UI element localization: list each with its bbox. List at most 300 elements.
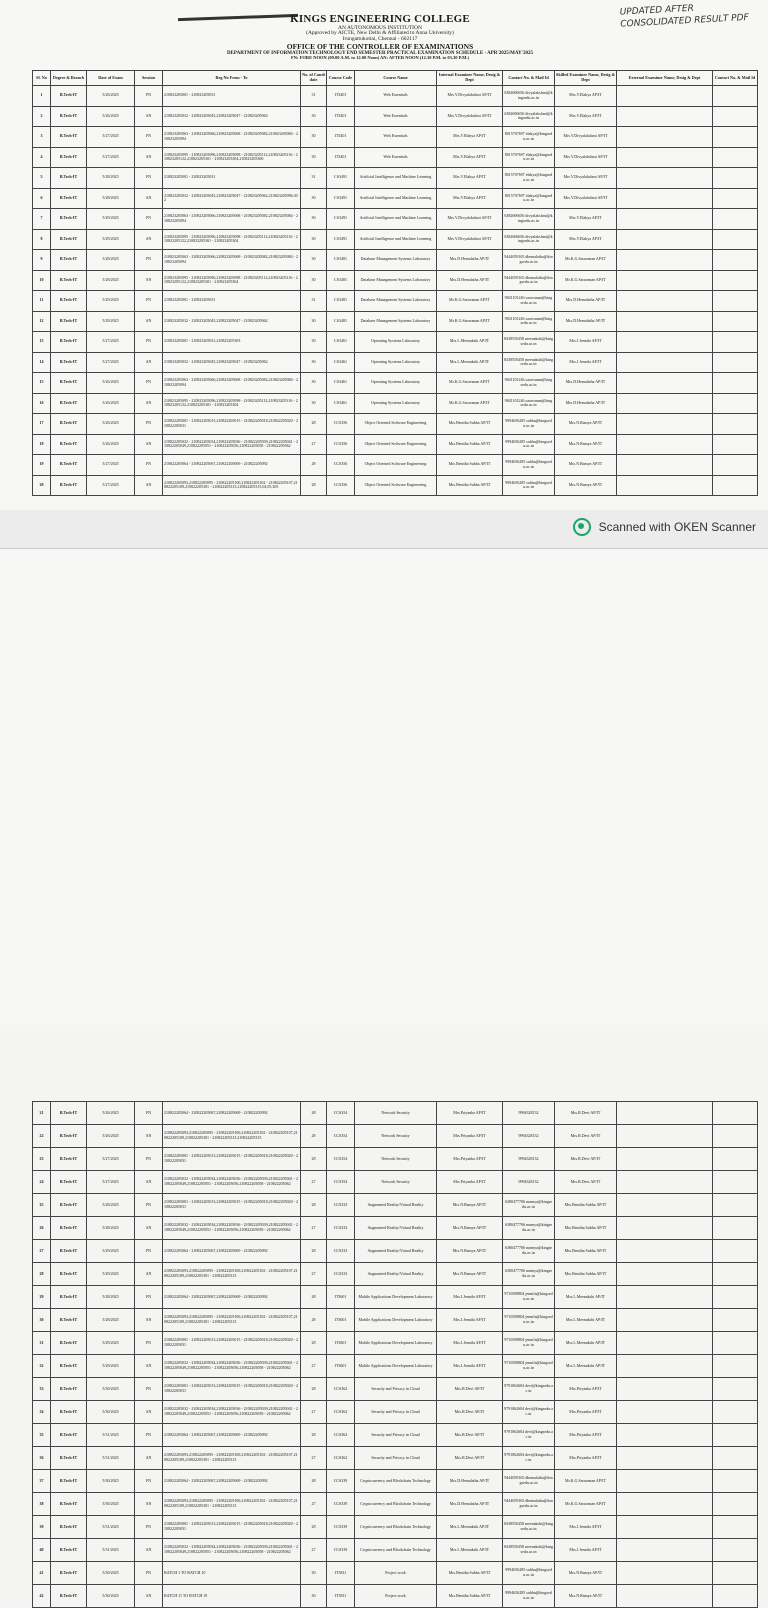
cell-course-name: Network Security — [355, 1125, 437, 1148]
cell-skilled-examiner: Mr.K.G.Saravanan AP/IT — [555, 270, 617, 291]
cell-session: FN — [135, 209, 163, 230]
cell-exam-date: 5/31/2025 — [87, 1516, 135, 1539]
cell-course-code: CCS356 — [327, 455, 355, 476]
cell-external-examiner — [617, 1171, 713, 1194]
college-approval: (Approved by AICTE, New Delhi & Affiliated to Anna University) — [306, 30, 454, 37]
cell-internal-examiner: Mrs.D.Hemalatha AP/IT — [437, 270, 503, 291]
cell-degree-branch: B.Tech-IT — [51, 414, 87, 435]
table-row — [33, 127, 758, 148]
cell-external-examiner — [617, 291, 713, 312]
cell-external-examiner — [617, 1194, 713, 1217]
cell-course-name: Cryptocurrency and Blockchain Technology — [355, 1470, 437, 1493]
cell-internal-contact: 9444059165 dhemalatha@kingsedu.ac.in — [503, 1493, 555, 1516]
cell-reg-no-range: 210822205064 - 210822205067,210822205069 - 210822205092 — [163, 1470, 301, 1493]
cell-degree-branch: B.Tech-IT — [51, 1470, 87, 1493]
cell-internal-contact: 9841101246 saravanan@kingsedu.ac.in — [503, 311, 555, 332]
cell-course-code: CCS333 — [327, 1240, 355, 1263]
cell-reg-no-range: 210823205063 - 210823205066,210823205068 - 210823205082,210823205084 - 210823205094 — [163, 250, 301, 271]
cell-exam-date: 5/28/2025 — [87, 250, 135, 271]
cell-internal-contact: 9444059165 dhemalatha@kingsedu.ac.in — [503, 250, 555, 271]
cell-candidate-count: 27 — [301, 1539, 327, 1562]
cell-skilled-examiner: Mr.K.G.Saravanan AP/IT — [555, 250, 617, 271]
cell-degree-branch: B.Tech-IT — [51, 270, 87, 291]
cell-course-name: Cryptocurrency and Blockchain Technology — [355, 1539, 437, 1562]
cell-exam-date: 5/29/2025 — [87, 291, 135, 312]
cell-internal-contact: 9994656285 subha@kingsedu.ac.in — [503, 1585, 555, 1608]
cell-exam-date: 5/27/2025 — [87, 1148, 135, 1171]
cell-sl-no: 36 — [33, 1447, 51, 1470]
table-row — [33, 1585, 758, 1608]
cell-exam-date: 5/29/2025 — [87, 1332, 135, 1355]
cell-skilled-examiner: Mrs.N.Ramya AP/IT — [555, 1585, 617, 1608]
cell-candidate-count: 27 — [301, 1263, 327, 1286]
cell-skilled-examiner: Mrs.D.Hemalatha AP/IT — [555, 291, 617, 312]
cell-course-code: CS3461 — [327, 393, 355, 414]
cell-internal-examiner: Mrs.N.Ramya AP/IT — [437, 1240, 503, 1263]
cell-external-contact — [713, 1125, 758, 1148]
table-row — [33, 1516, 758, 1539]
cell-degree-branch: B.Tech-IT — [51, 106, 87, 127]
scanner-bar — [0, 510, 768, 548]
cell-external-examiner — [617, 1424, 713, 1447]
cell-course-name: Web Essentials — [355, 86, 437, 107]
cell-candidate-count: 30 — [301, 147, 327, 168]
cell-external-contact — [713, 311, 758, 332]
cell-exam-date: 5/27/2025 — [87, 147, 135, 168]
cell-external-contact — [713, 1171, 758, 1194]
cell-session: FN — [135, 168, 163, 189]
cell-internal-contact: 9994328132 — [503, 1171, 555, 1194]
cell-external-examiner — [617, 1539, 713, 1562]
cell-candidate-count: 30 — [301, 106, 327, 127]
cell-sl-no: 28 — [33, 1263, 51, 1286]
cell-internal-examiner: Mrs.D.Hemalatha AP/IT — [437, 1493, 503, 1516]
cell-skilled-examiner: Mrs.N.Ramya AP/IT — [555, 455, 617, 476]
cell-course-name: Augmented Reality/Virtual Reality — [355, 1263, 437, 1286]
cell-sl-no: 25 — [33, 1194, 51, 1217]
cell-exam-date: 5/29/2025 — [87, 209, 135, 230]
cell-session: AN — [135, 475, 163, 496]
cell-reg-no-range: 210823205063 - 210823205066,210823205068 - 210823205082,210823205084 - 210823205094 — [163, 373, 301, 394]
cell-internal-contact: 9791062604 devi@kingsedu.ac.in — [503, 1378, 555, 1401]
cell-course-code: CCS339 — [327, 1539, 355, 1562]
cell-session: FN — [135, 1194, 163, 1217]
cell-external-contact — [713, 1102, 758, 1125]
cell-reg-no-range: 210823205001 - 210823205031,210823205303 — [163, 332, 301, 353]
cell-sl-no: 5 — [33, 168, 51, 189]
cell-candidate-count: 28 — [301, 1332, 327, 1355]
cell-external-examiner — [617, 1562, 713, 1585]
cell-external-examiner — [617, 147, 713, 168]
cell-exam-date: 5/27/2025 — [87, 455, 135, 476]
cell-course-name: Object Oriented Software Engineering — [355, 414, 437, 435]
cell-candidate-count: 28 — [301, 1286, 327, 1309]
cell-reg-no-range: 210822205032 - 210822205034,210822205036 - 210822205039,210822205041 - 210822205049,210822205051 - 210822205056,210822205058 - 210822205062 — [163, 1401, 301, 1424]
cell-external-contact — [713, 147, 758, 168]
cell-exam-date: 5/29/2025 — [87, 1240, 135, 1263]
cell-internal-contact: 9444059165 dhemalatha@kingsedu.ac.in — [503, 1470, 555, 1493]
cell-course-code: CCS356 — [327, 475, 355, 496]
cell-course-name: Project work — [355, 1585, 437, 1608]
cell-reg-no-range: 210822205093,210822205095 - 210822205100,210822205102 - 210822205107,210822205109,210822205301 - 210822205313,210822205315,04,05,305 — [163, 475, 301, 496]
cell-internal-examiner: Mrs.V.Elakya AP/IT — [437, 168, 503, 189]
cell-internal-contact: 8015707697 elakya@kingsedu.ac.in — [503, 147, 555, 168]
cell-degree-branch: B.Tech-IT — [51, 1309, 87, 1332]
cell-course-name: Database Management Systems Laboratory — [355, 311, 437, 332]
table-row — [33, 188, 758, 209]
cell-candidate-count: 28 — [301, 1125, 327, 1148]
cell-candidate-count: 30 — [301, 209, 327, 230]
cell-session: FN — [135, 1240, 163, 1263]
cell-internal-contact: 9791062604 devi@kingsedu.ac.in — [503, 1401, 555, 1424]
cell-course-code: CS3461 — [327, 373, 355, 394]
table-row — [33, 414, 758, 435]
cell-session: FN — [135, 1562, 163, 1585]
cell-exam-date: 5/30/2025 — [87, 1470, 135, 1493]
cell-internal-examiner: Mrs.N.Ramya AP/IT — [437, 1217, 503, 1240]
cell-course-code: CCS333 — [327, 1263, 355, 1286]
cell-reg-no-range: 210822205064 - 210822205067,210822205069 - 210822205092 — [163, 1102, 301, 1125]
cell-candidate-count: 27 — [301, 1171, 327, 1194]
cell-sl-no: 40 — [33, 1539, 51, 1562]
cell-internal-examiner: Mrs.Priyanka AP/IT — [437, 1125, 503, 1148]
cell-reg-no-range: 210822205093,210822205095 - 210822205100,210822205102 - 210822205107,210822205109,210822205301 - 210822205313,210822205315 — [163, 1125, 301, 1148]
cell-course-code: CS3461 — [327, 352, 355, 373]
column-header-degree-branch: Degree & Branch — [51, 71, 87, 86]
cell-internal-examiner: Mrs.L.Meenakshi AP/IT — [437, 332, 503, 353]
cell-course-code: IT3401 — [327, 106, 355, 127]
cell-session: FN — [135, 1148, 163, 1171]
cell-degree-branch: B.Tech-IT — [51, 1194, 87, 1217]
cell-skilled-examiner: Mrs.R.Devi AP/IT — [555, 1102, 617, 1125]
cell-exam-date: 5/28/2025 — [87, 270, 135, 291]
handwritten-note: UPDATED AFTER CONSOLIDATED RESULT PDF — [619, 3, 749, 30]
cell-course-name: Mobile Applications Development Laboratory — [355, 1309, 437, 1332]
cell-course-code: IT3601 — [327, 1355, 355, 1378]
cell-reg-no-range: 210822205093,210822205095 - 210822205100,210822205102 - 210822205107,210822205109,210822205301 - 210822205313 — [163, 1309, 301, 1332]
cell-external-contact — [713, 229, 758, 250]
cell-internal-contact: 9710508804 jennifa@kingsedu.ac.in — [503, 1286, 555, 1309]
cell-sl-no: 2 — [33, 106, 51, 127]
cell-course-code: CCS354 — [327, 1102, 355, 1125]
cell-external-contact — [713, 352, 758, 373]
cell-course-name: Mobile Applications Development Laboratory — [355, 1332, 437, 1355]
cell-external-examiner — [617, 270, 713, 291]
cell-course-code: IT3401 — [327, 86, 355, 107]
cell-skilled-examiner: Mrs.Benitha Subha AP/IT — [555, 1240, 617, 1263]
cell-session: FN — [135, 1332, 163, 1355]
cell-exam-date: 5/28/2025 — [87, 168, 135, 189]
cell-external-examiner — [617, 373, 713, 394]
cell-skilled-examiner: Mrs.R.Devi AP/IT — [555, 1125, 617, 1148]
cell-internal-examiner: Mrs.V.Elakya AP/IT — [437, 188, 503, 209]
table-row — [33, 1240, 758, 1263]
cell-reg-no-range: 210823205095 - 210823205096,210823205098 - 210823205114,210823205116 - 210823205122,210823205301 - 210823205304,210823205306 — [163, 147, 301, 168]
cell-course-name: Augmented Reality/Virtual Reality — [355, 1240, 437, 1263]
cell-degree-branch: B.Tech-IT — [51, 434, 87, 455]
column-header-internal-contact: Contact No. & Mail Id — [503, 71, 555, 86]
column-header-skilled-examiner: Skilled Examiner Name, Desig & Dept — [555, 71, 617, 86]
cell-degree-branch: B.Tech-IT — [51, 1401, 87, 1424]
cell-reg-no-range: 210822205093,210822205095 - 210822205100,210822205102 - 210822205107,210822205109,210822205301 - 210822205313 — [163, 1447, 301, 1470]
cell-course-code: CCS362 — [327, 1447, 355, 1470]
cell-skilled-examiner: Mrs.V.Elakya AP/IT — [555, 209, 617, 230]
cell-internal-contact: 8438550458 meenakshi@kingsedu.ac.in — [503, 352, 555, 373]
cell-exam-date: 5/31/2025 — [87, 1424, 135, 1447]
cell-sl-no: 20 — [33, 475, 51, 496]
cell-degree-branch: B.Tech-IT — [51, 86, 87, 107]
cell-reg-no-range: 210823205032 - 210823205045,210823205047 - 210823205062 — [163, 311, 301, 332]
cell-course-name: Database Management Systems Laboratory — [355, 270, 437, 291]
table-row — [33, 1493, 758, 1516]
cell-internal-examiner: Mrs.D.Hemalatha AP/IT — [437, 250, 503, 271]
cell-candidate-count: 28 — [301, 414, 327, 435]
cell-sl-no: 16 — [33, 393, 51, 414]
cell-skilled-examiner: Mrs.J.Jennifa AP/IT — [555, 332, 617, 353]
cell-degree-branch: B.Tech-IT — [51, 1585, 87, 1608]
cell-skilled-examiner: Mrs.V.Divyalakshmi AP/IT — [555, 147, 617, 168]
cell-internal-contact: 8438550458 meenakshi@kingsedu.ac.in — [503, 1539, 555, 1562]
cell-internal-contact: 6382606656 divyalakshmi@kingsedu.ac.in — [503, 209, 555, 230]
cell-skilled-examiner: Mrs.D.Hemalatha AP/IT — [555, 393, 617, 414]
cell-degree-branch: B.Tech-IT — [51, 1217, 87, 1240]
table-row — [33, 229, 758, 250]
cell-internal-examiner: Mrs.Priyanka AP/IT — [437, 1171, 503, 1194]
cell-sl-no: 11 — [33, 291, 51, 312]
column-header-candidate-count: No. of Candidate — [301, 71, 327, 86]
cell-internal-contact: 8438550458 meenakshi@kingsedu.ac.in — [503, 332, 555, 353]
cell-degree-branch: B.Tech-IT — [51, 1263, 87, 1286]
cell-skilled-examiner: Mrs.V.Elakya AP/IT — [555, 229, 617, 250]
cell-reg-no-range: 210822205064 - 210822205067,210822205069 - 210822205092 — [163, 1240, 301, 1263]
cell-skilled-examiner: Mrs.R.Devi AP/IT — [555, 1148, 617, 1171]
cell-degree-branch: B.Tech-IT — [51, 1562, 87, 1585]
cell-degree-branch: B.Tech-IT — [51, 1378, 87, 1401]
cell-exam-date: 5/27/2025 — [87, 127, 135, 148]
cell-exam-date: 5/30/2025 — [87, 1378, 135, 1401]
cell-internal-examiner: Mrs.V.Divyalakshmi AP/IT — [437, 229, 503, 250]
cell-sl-no: 9 — [33, 250, 51, 271]
cell-session: FN — [135, 414, 163, 435]
cell-external-examiner — [617, 1470, 713, 1493]
cell-exam-date: 5/26/2025 — [87, 414, 135, 435]
table-row — [33, 1447, 758, 1470]
table-row — [33, 1378, 758, 1401]
table-row — [33, 86, 758, 107]
cell-skilled-examiner: Mr.K.G.Saravanan AP/IT — [555, 1493, 617, 1516]
cell-course-code: IT3401 — [327, 127, 355, 148]
cell-external-examiner — [617, 1516, 713, 1539]
cell-course-code: IT3401 — [327, 147, 355, 168]
cell-internal-contact: 9994656285 subha@kingsedu.ac.in — [503, 1562, 555, 1585]
cell-session: AN — [135, 352, 163, 373]
cell-session: AN — [135, 1401, 163, 1424]
column-header-internal-examiner: Internal Examiner Name, Desig & Dept — [437, 71, 503, 86]
table-row — [33, 270, 758, 291]
table-row — [33, 250, 758, 271]
cell-sl-no: 32 — [33, 1355, 51, 1378]
cell-external-examiner — [617, 1217, 713, 1240]
cell-course-name: Web Essentials — [355, 127, 437, 148]
cell-external-contact — [713, 1424, 758, 1447]
cell-session: FN — [135, 1378, 163, 1401]
cell-course-name: Operating Systems Laboratory — [355, 332, 437, 353]
cell-candidate-count: 28 — [301, 455, 327, 476]
cell-external-contact — [713, 1539, 758, 1562]
cell-sl-no: 24 — [33, 1171, 51, 1194]
cell-external-contact — [713, 168, 758, 189]
cell-degree-branch: B.Tech-IT — [51, 1355, 87, 1378]
cell-exam-date: 5/26/2025 — [87, 434, 135, 455]
cell-candidate-count: 27 — [301, 1217, 327, 1240]
cell-exam-date: 5/29/2025 — [87, 311, 135, 332]
cell-external-examiner — [617, 250, 713, 271]
cell-exam-date: 5/26/2025 — [87, 393, 135, 414]
cell-skilled-examiner: Mrs.D.Hemalatha AP/IT — [555, 311, 617, 332]
cell-external-contact — [713, 106, 758, 127]
cell-course-name: Artificial Intelligence and Machine Learning — [355, 229, 437, 250]
table-row — [33, 475, 758, 496]
cell-external-contact — [713, 393, 758, 414]
cell-course-code: CS3481 — [327, 250, 355, 271]
cell-skilled-examiner: Mrs.L.Meenakshi AP/IT — [555, 1286, 617, 1309]
cell-internal-examiner: Mrs.L.Meenakshi AP/IT — [437, 1516, 503, 1539]
cell-exam-date: 5/27/2025 — [87, 1171, 135, 1194]
cell-skilled-examiner: Mrs.Priyanka AP/IT — [555, 1378, 617, 1401]
cell-degree-branch: B.Tech-IT — [51, 1148, 87, 1171]
cell-reg-no-range: 210822205093,210822205095 - 210822205100,210822205102 - 210822205107,210822205109,210822205301 - 210822205313 — [163, 1263, 301, 1286]
cell-skilled-examiner: Mrs.J.Jennifa AP/IT — [555, 1539, 617, 1562]
cell-degree-branch: B.Tech-IT — [51, 1516, 87, 1539]
cell-external-examiner — [617, 475, 713, 496]
cell-sl-no: 33 — [33, 1378, 51, 1401]
cell-external-contact — [713, 188, 758, 209]
cell-reg-no-range: 210823205063 - 210823205066,210823205068 - 210823205082,210823205084 - 210823205094 — [163, 209, 301, 230]
cell-external-contact — [713, 291, 758, 312]
cell-external-contact — [713, 332, 758, 353]
cell-degree-branch: B.Tech-IT — [51, 147, 87, 168]
cell-external-contact — [713, 1562, 758, 1585]
column-header-course-name: Course Name — [355, 71, 437, 86]
cell-reg-no-range: 210822205001 - 210822205013,210822205015 - 210822205018,210822205020 - 210822205031 — [163, 1332, 301, 1355]
cell-internal-contact: 9710508804 jennifa@kingsedu.ac.in — [503, 1309, 555, 1332]
cell-candidate-count: 30 — [301, 250, 327, 271]
cell-internal-contact: 9994656285 subha@kingsedu.ac.in — [503, 414, 555, 435]
cell-internal-contact: 9994656285 subha@kingsedu.ac.in — [503, 455, 555, 476]
office-title: OFFICE OF THE CONTROLLER OF EXAMINATIONS — [286, 41, 474, 51]
cell-exam-date: 5/28/2025 — [87, 188, 135, 209]
cell-sl-no: 3 — [33, 127, 51, 148]
cell-sl-no: 13 — [33, 332, 51, 353]
cell-exam-date: 5/30/2025 — [87, 1562, 135, 1585]
cell-degree-branch: B.Tech-IT — [51, 1102, 87, 1125]
cell-degree-branch: B.Tech-IT — [51, 455, 87, 476]
column-header-sl-no: Sl. No — [33, 71, 51, 86]
cell-internal-contact: 6380477706 nramya@kingsedu.ac.in — [503, 1194, 555, 1217]
cell-external-examiner — [617, 1378, 713, 1401]
cell-external-contact — [713, 1194, 758, 1217]
cell-skilled-examiner: Mrs.Benitha Subha AP/IT — [555, 1263, 617, 1286]
cell-candidate-count: 28 — [301, 1516, 327, 1539]
cell-sl-no: 41 — [33, 1562, 51, 1585]
cell-internal-examiner: Mrs.Benitha Subha AP/IT — [437, 455, 503, 476]
cell-external-contact — [713, 455, 758, 476]
cell-session: FN — [135, 250, 163, 271]
cell-candidate-count: 31 — [301, 168, 327, 189]
cell-sl-no: 42 — [33, 1585, 51, 1608]
cell-external-examiner — [617, 86, 713, 107]
cell-external-examiner — [617, 229, 713, 250]
cell-course-name: Augmented Reality/Virtual Reality — [355, 1194, 437, 1217]
table-row — [33, 168, 758, 189]
cell-degree-branch: B.Tech-IT — [51, 373, 87, 394]
cell-course-name: Network Security — [355, 1148, 437, 1171]
cell-internal-contact: 9841101246 saravanan@kingsedu.ac.in — [503, 373, 555, 394]
cell-internal-examiner: Mrs.Benitha Subha AP/IT — [437, 434, 503, 455]
cell-reg-no-range: 210822205093,210822205095 - 210822205100,210822205102 - 210822205107,210822205109,210822205301 - 210822205313 — [163, 1493, 301, 1516]
cell-external-contact — [713, 270, 758, 291]
cell-degree-branch: B.Tech-IT — [51, 1493, 87, 1516]
cell-session: FN — [135, 1470, 163, 1493]
cell-course-code: CCS354 — [327, 1171, 355, 1194]
cell-internal-examiner: Mrs.D.Hemalatha AP/IT — [437, 1470, 503, 1493]
cell-internal-examiner: Mr.K.G.Saravanan AP/IT — [437, 393, 503, 414]
cell-course-name: Security and Privacy in Cloud — [355, 1424, 437, 1447]
cell-internal-examiner: Mrs.R.Devi AP/IT — [437, 1401, 503, 1424]
cell-skilled-examiner: Mrs.L.Meenakshi AP/IT — [555, 1309, 617, 1332]
cell-internal-contact: 9994328132 — [503, 1125, 555, 1148]
cell-course-name: Network Security — [355, 1102, 437, 1125]
cell-sl-no: 17 — [33, 414, 51, 435]
cell-external-contact — [713, 1493, 758, 1516]
cell-course-name: Object Oriented Software Engineering — [355, 475, 437, 496]
cell-course-name: Cryptocurrency and Blockchain Technology — [355, 1493, 437, 1516]
cell-session: AN — [135, 311, 163, 332]
cell-reg-no-range: 210823205001 - 210823205031 — [163, 168, 301, 189]
cell-course-name: Database Management Systems Laboratory — [355, 291, 437, 312]
table-row — [33, 1125, 758, 1148]
cell-course-name: Web Essentials — [355, 147, 437, 168]
cell-sl-no: 22 — [33, 1125, 51, 1148]
table-row — [33, 147, 758, 168]
cell-skilled-examiner: Mrs.V.Divyalakshmi AP/IT — [555, 168, 617, 189]
cell-external-contact — [713, 414, 758, 435]
cell-course-code: CS3461 — [327, 332, 355, 353]
cell-external-examiner — [617, 209, 713, 230]
cell-skilled-examiner: Mrs.J.Jennifa AP/IT — [555, 1516, 617, 1539]
cell-course-code: CS3481 — [327, 291, 355, 312]
cell-session: AN — [135, 393, 163, 414]
cell-external-contact — [713, 1240, 758, 1263]
cell-exam-date: 5/28/2025 — [87, 1286, 135, 1309]
cell-exam-date: 5/30/2025 — [87, 1585, 135, 1608]
cell-candidate-count: 30 — [301, 1585, 327, 1608]
table-row — [33, 1263, 758, 1286]
cell-exam-date: 5/27/2025 — [87, 352, 135, 373]
cell-skilled-examiner: Mrs.N.Ramya AP/IT — [555, 414, 617, 435]
cell-reg-no-range: 210823205032 - 210823205045,210823205047 - 210823205062 — [163, 106, 301, 127]
cell-external-examiner — [617, 188, 713, 209]
cell-exam-date: 5/29/2025 — [87, 229, 135, 250]
cell-exam-date: 5/26/2025 — [87, 373, 135, 394]
cell-reg-no-range: 210822205001 - 210822205013,210822205015 - 210822205018,210822205020 - 210822205031 — [163, 1148, 301, 1171]
cell-candidate-count: 30 — [301, 332, 327, 353]
cell-degree-branch: B.Tech-IT — [51, 229, 87, 250]
cell-degree-branch: B.Tech-IT — [51, 475, 87, 496]
cell-candidate-count: 28 — [301, 1470, 327, 1493]
cell-exam-date: 5/30/2025 — [87, 1493, 135, 1516]
college-name: KINGS ENGINEERING COLLEGE — [290, 13, 470, 25]
